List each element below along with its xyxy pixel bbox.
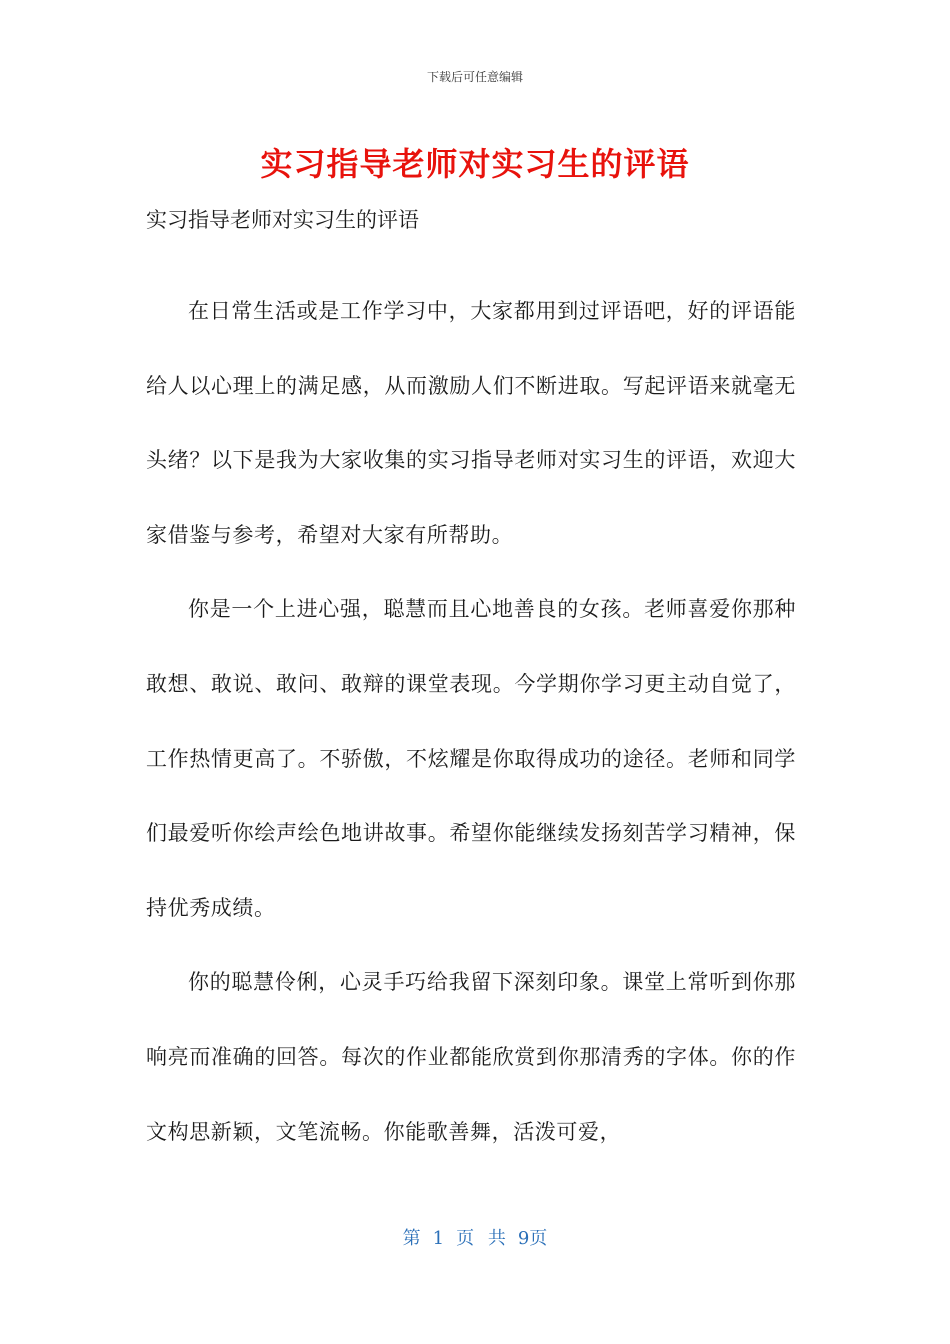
paragraph-comment-1: 你是一个上进心强，聪慧而且心地善良的女孩。老师喜爱你那种敢想、敢说、敢问、敢辩的课堂表现。今学期你学习更主动自觉了，工作热情更高了。不骄傲，不炫耀是你取得成功的途径。老师和同学们最爱听你绘声绘色地讲故事。希望你能继续发扬刻苦学习精神，保持优秀成绩。 (146, 597, 796, 920)
footer-prefix: 第 (402, 1228, 421, 1249)
document-body (146, 274, 796, 1169)
paragraph-comment-2: 你的聪慧伶俐，心灵手巧给我留下深刻印象。课堂上常听到你那响亮而准确的回答。每次的作业都能欣赏到你那清秀的字体。你的作文构思新颖，文笔流畅。你能歌善舞，活泼可爱， (146, 970, 796, 1144)
paragraph-intro: 在日常生活或是工作学习中，大家都用到过评语吧，好的评语能给人以心理上的满足感，从而激励人们不断进取。写起评语来就毫无头绪？以下是我为大家收集的实习指导老师对实习生的评语，欢迎大家借鉴与参考，希望对大家有所帮助。 (146, 299, 796, 547)
footer-current-page: 1 (432, 1228, 445, 1249)
page-number-footer (0, 1224, 950, 1250)
document-subtitle: 实习指导老师对实习生的评语 (146, 208, 419, 232)
document-title: 实习指导老师对实习生的评语 (260, 145, 690, 183)
footer-total: 9页 (517, 1228, 548, 1249)
footer-middle: 页 共 (456, 1228, 506, 1249)
page-header-note: 下载后可任意编辑 (426, 70, 523, 84)
